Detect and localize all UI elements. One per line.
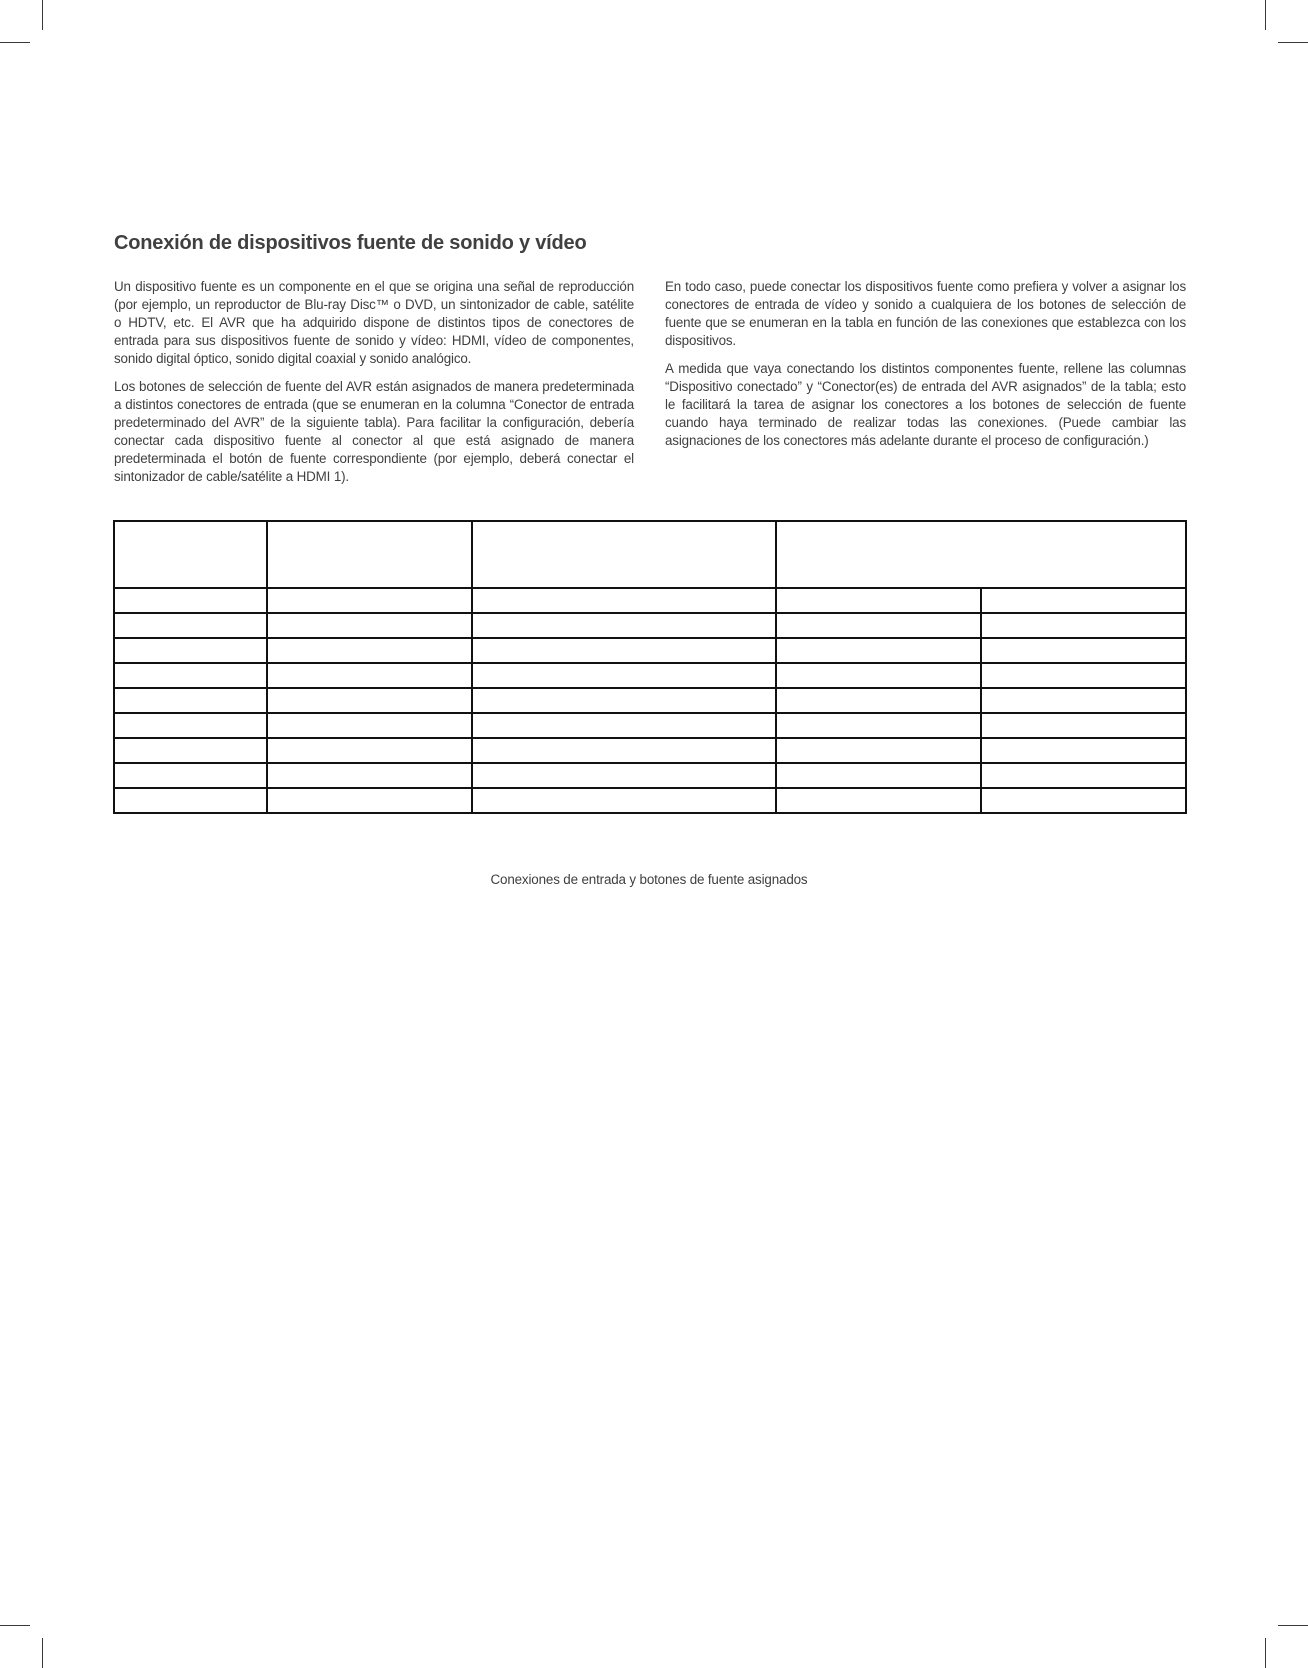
table-cell [267, 613, 472, 638]
table-cell [267, 713, 472, 738]
table-header-cell [776, 521, 1186, 588]
table-cell [267, 588, 472, 613]
table-row [114, 788, 1186, 813]
table-cell [776, 738, 981, 763]
table-cell [776, 588, 981, 613]
paragraph: Los botones de selección de fuente del AVR están asignados de manera predeterminada a distintos conectores de entrada (que se enumeran en la columna “Conector de entrada predeterminado del AVR” de la siguiente tabla). Para facilitar la configuración, debería conectar cada dispositivo fuente al conector al que está asignado de manera predeterminada el botón de fuente correspondiente (por ejemplo, deberá conectar el sintonizador de cable/satélite a HDMI 1). [114, 379, 634, 484]
table-cell [267, 763, 472, 788]
crop-mark [42, 0, 43, 30]
crop-mark [42, 1638, 43, 1668]
table-cell [981, 738, 1186, 763]
table-cell [981, 788, 1186, 813]
table-cell [472, 713, 776, 738]
table-row [114, 688, 1186, 713]
table-cell [776, 788, 981, 813]
table-row [114, 613, 1186, 638]
table-cell [267, 688, 472, 713]
table-cell [114, 788, 267, 813]
table-row [114, 738, 1186, 763]
crop-mark [1278, 42, 1308, 43]
table-caption: Conexiones de entrada y botones de fuente asignados [490, 872, 808, 887]
table-cell [776, 763, 981, 788]
table-cell [776, 613, 981, 638]
crop-mark [1278, 1625, 1308, 1626]
table-cell [981, 613, 1186, 638]
crop-mark [1265, 1638, 1266, 1668]
table-cell [472, 613, 776, 638]
connections-table [113, 520, 1185, 814]
paragraph: En todo caso, puede conectar los dispositivos fuente como prefiera y volver a asignar los conectores de entrada de vídeo y sonido a cualquiera de los botones de selección de fuente que se enumeran en la tabla en función de las conexiones que establezca con los dispositivos. [665, 279, 1186, 348]
table-row [114, 588, 1186, 613]
left-column [114, 278, 634, 496]
table-header-cell [267, 521, 472, 588]
table-cell [981, 663, 1186, 688]
table-cell [472, 738, 776, 763]
table-row [114, 638, 1186, 663]
table-cell [776, 713, 981, 738]
table-cell [776, 663, 981, 688]
table-cell [114, 688, 267, 713]
table-cell [981, 638, 1186, 663]
table-cell [267, 663, 472, 688]
table-cell [114, 663, 267, 688]
table-cell [981, 588, 1186, 613]
table-row [114, 663, 1186, 688]
crop-mark [0, 1625, 30, 1626]
table-cell [472, 638, 776, 663]
table-header-row [114, 521, 1186, 588]
table-row [114, 763, 1186, 788]
table-cell [981, 763, 1186, 788]
table-cell [472, 588, 776, 613]
paragraph: Un dispositivo fuente es un componente en el que se origina una señal de reproducción (por ejemplo, un reproductor de Blu-ray Disc™ o DVD, un sintonizador de cable, satélite o HDTV, etc. El AVR que ha adquirido dispone de distintos tipos de conectores de entrada para sus dispositivos fuente de sonido y vídeo: HDMI, vídeo de componentes, sonido digital óptico, sonido digital coaxial y sonido analógico. [114, 279, 634, 366]
right-column [665, 278, 1186, 460]
table-cell [776, 688, 981, 713]
table-cell [472, 688, 776, 713]
table-cell [114, 713, 267, 738]
table-cell [267, 738, 472, 763]
table-cell [981, 688, 1186, 713]
table-cell [776, 638, 981, 663]
section-title: Conexión de dispositivos fuente de sonido y vídeo [114, 232, 587, 254]
table-row [114, 713, 1186, 738]
table-cell [114, 738, 267, 763]
table-cell [267, 788, 472, 813]
table-cell [981, 713, 1186, 738]
table-cell [267, 638, 472, 663]
table-cell [472, 788, 776, 813]
paragraph: A medida que vaya conectando los distintos componentes fuente, rellene las columnas “Dispositivo conectado” y “Conector(es) de entrada del AVR asignados” de la tabla; esto le facilitará la tarea de asignar los conectores a los botones de selección de fuente cuando haya terminado de realizar todas las conexiones. (Puede cambiar las asignaciones de los conectores más adelante durante el proceso de configuración.) [665, 361, 1186, 448]
table-cell [114, 763, 267, 788]
table-cell [114, 613, 267, 638]
crop-mark [0, 42, 30, 43]
table-header-cell [472, 521, 776, 588]
table-cell [472, 763, 776, 788]
crop-mark [1265, 0, 1266, 30]
table-cell [472, 663, 776, 688]
table-cell [114, 638, 267, 663]
table-header-cell [114, 521, 267, 588]
table-cell [114, 588, 267, 613]
